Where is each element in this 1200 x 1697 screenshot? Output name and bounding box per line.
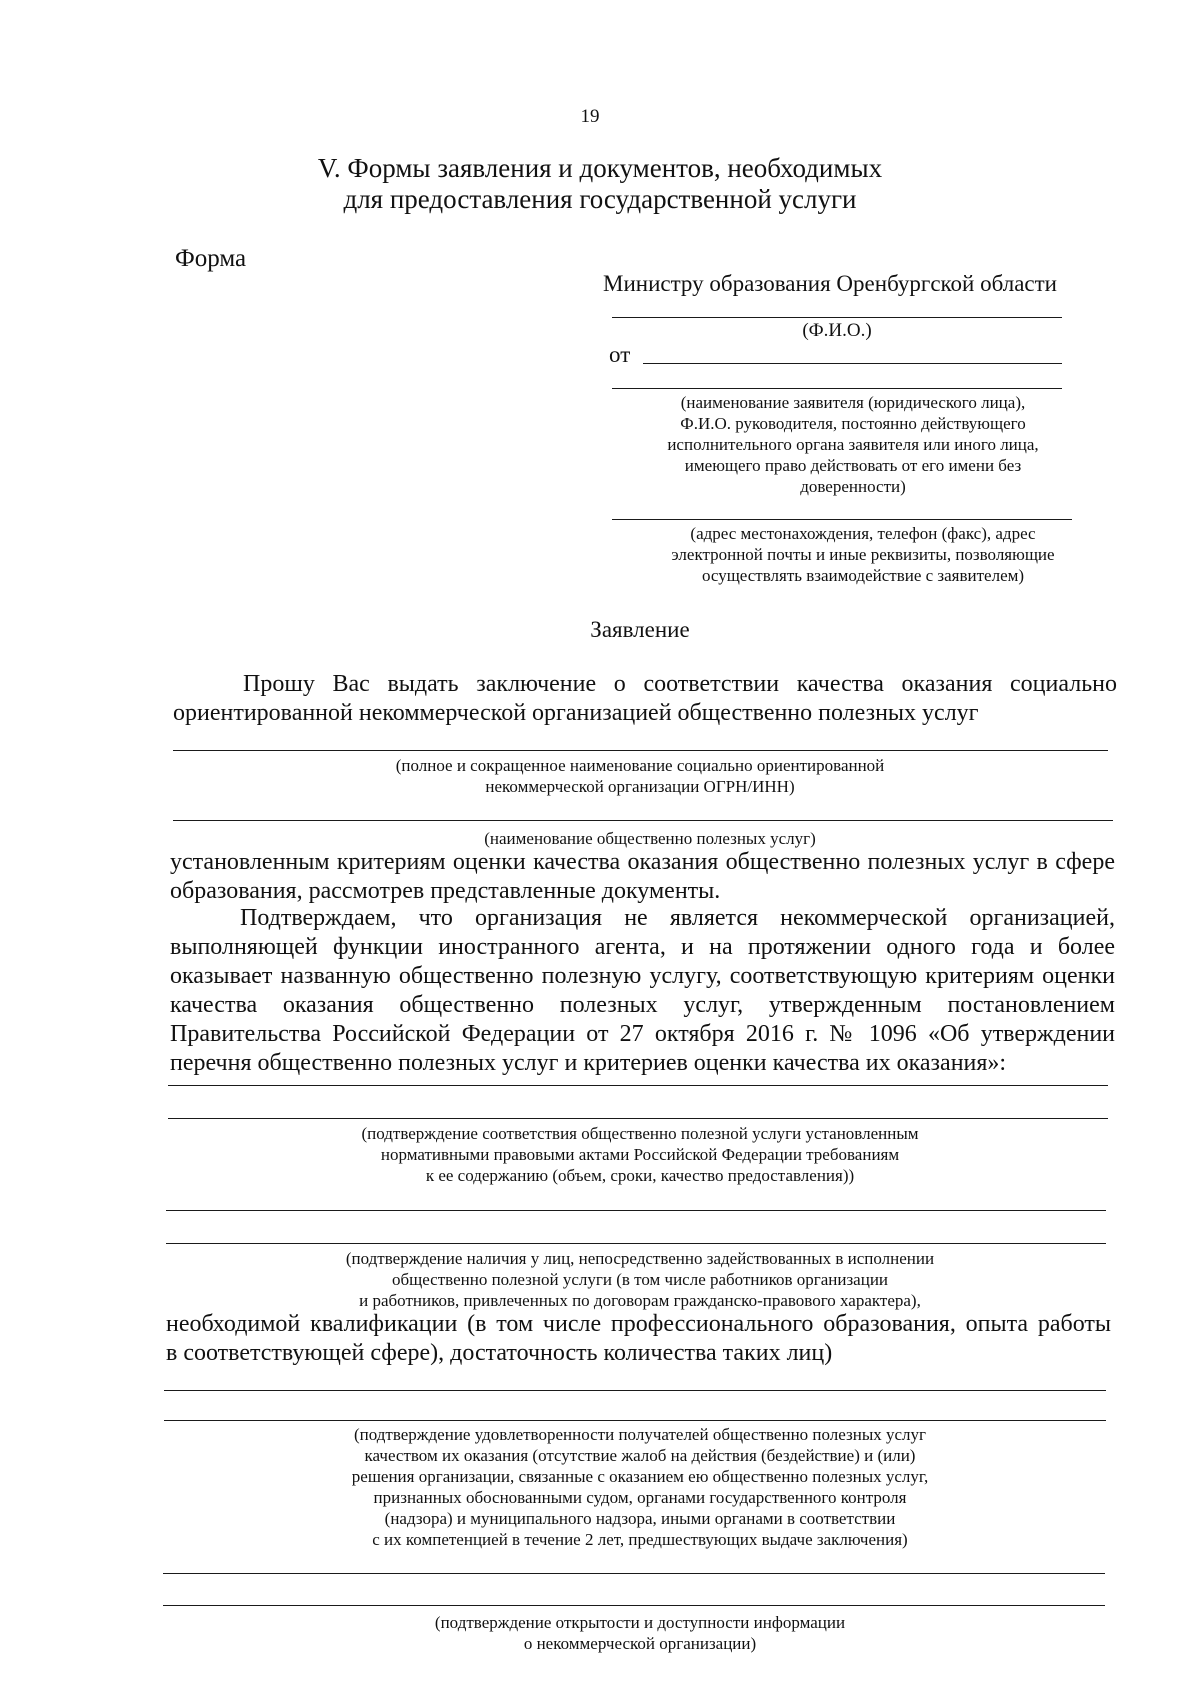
openness-line-1[interactable] [163,1573,1105,1574]
staff-line-1[interactable] [166,1210,1106,1211]
applicant-caption: (наименование заявителя (юридического лица), Ф.И.О. руководителя, постоянно действующего исполнительного органа заявителя или иного лица, имеющего право действовать от его имени без доверенности) [667,393,1039,496]
section-heading [250,153,950,215]
staff-caption: (подтверждение наличия у лиц, непосредственно задействованных в исполнении общественно полезной услуги (в том числе работников организации и работников, привлеченных по договорам гражданско-правового характера), [345,1249,935,1310]
contacts-line[interactable] [612,519,1072,520]
criteria-text [170,848,1115,906]
openness-line-2[interactable] [163,1605,1105,1606]
criteria-line-2: образования, рассмотрев представленные документы. [170,878,721,904]
confirm-paragraph: Подтверждаем, что организация не является некоммерческой организацией, выполняющей функции иностранного агента, и на протяжении одного года и более оказывает названную общественно полезную услугу, соответствующую критериям оценки качества оказания общественно полезных услуг, утвержденным постановлением Правительства Российской Федерации от 27 октября 2016 г. № 1096 «Об утверждении перечня общественно полезных услуг и критериев оценки качества их оказания»: [170,905,1115,1076]
org-name-line[interactable] [173,750,1108,751]
from-line-1[interactable] [643,363,1062,364]
from-label: от [609,342,631,367]
services-line[interactable] [173,820,1113,821]
criteria-line-1: установленным критериям оценки качества оказания общественно полезных услуг в сфере [170,849,1115,875]
page-number: 19 [580,106,600,127]
satisfaction-line-1[interactable] [164,1390,1106,1391]
compliance-line-1[interactable] [168,1085,1108,1086]
qualification-text: необходимой квалификации (в том числе профессионального образования, опыта работы в соответствующей сфере), достаточность количества таких лиц) [166,1311,1111,1366]
request-line-2: ориентированной некоммерческой организацией общественно полезных услуг [173,700,979,726]
fio-caption: (Ф.И.О.) [802,320,872,341]
openness-caption: (подтверждение открытости и доступности информации о некоммерческой организации) [434,1613,846,1653]
compliance-line-2[interactable] [168,1118,1108,1119]
heading-line-1: V. Формы заявления и документов, необходимых [317,153,883,183]
org-caption: (полное и сокращенное наименование социально ориентированной некоммерческой организации ОГРН/ИНН) [395,756,885,796]
contacts-caption: (адрес местонахождения, телефон (факс), адрес электронной почты и иные реквизиты, позволяющие осуществлять взаимодействие с заявителем) [671,524,1055,585]
addressee-to: Министру образования Оренбургской области [603,271,1057,296]
form-label: Форма [175,245,247,272]
heading-line-2: для предоставления государственной услуги [343,184,857,214]
fio-line[interactable] [612,317,1062,318]
services-caption: (наименование общественно полезных услуг) [484,829,816,848]
from-line-2[interactable] [612,388,1062,389]
staff-line-2[interactable] [166,1243,1106,1244]
compliance-caption: (подтверждение соответствия общественно полезной услуги установленным нормативными правовыми актами Российской Федерации требованиям к ее содержанию (объем, сроки, качество предоставления)) [361,1124,919,1185]
satisfaction-line-2[interactable] [164,1420,1106,1421]
request-line-1: Прошу Вас выдать заключение о соответствии качества оказания социально [243,671,1117,697]
document-title: Заявление [590,617,690,642]
satisfaction-caption: (подтверждение удовлетворенности получателей общественно полезных услуг качеством их оказания (отсутствие жалоб на действия (бездействие) и (или) решения организации, связанные с оказанием ею общественно полезных услуг, признанных обоснованными судом, органами государственного контроля (надзора) и муниципального надзора, иными органами в соответствии с их компетенцией в течение 2 лет, предшествующих выдаче заключения) [351,1425,929,1549]
request-text [173,670,1117,728]
